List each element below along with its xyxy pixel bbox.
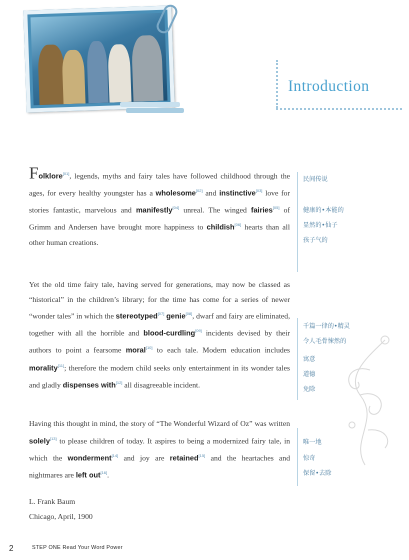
vocabulary-word: morality xyxy=(29,363,58,373)
gloss-item: 孩子气的 xyxy=(303,237,328,244)
paragraph-3 xyxy=(29,417,290,483)
text-run: , dwarf and fairy are eliminated, together with all the horrible and xyxy=(29,311,290,338)
vocabulary-word: fairies xyxy=(250,205,273,215)
text-run: love for stories fantastic, marvelous and xyxy=(29,188,290,215)
dotted-frame-horizontal xyxy=(276,108,402,110)
vocabulary-word: blood-curdling xyxy=(143,328,196,338)
text-run: all disagreeable incident. xyxy=(122,380,200,390)
paragraph-1 xyxy=(29,163,290,250)
vocabulary-word: olklore xyxy=(38,171,63,181)
gloss-item: 寓意 xyxy=(303,356,316,363)
gloss-item: 健康的•本能的 xyxy=(303,207,344,214)
gloss-item: 免除 xyxy=(303,386,316,393)
vocabulary-number: [15] xyxy=(198,452,206,458)
text-run: of Grimm and Andersen have brought more happiness to xyxy=(29,205,290,232)
vocabulary-number: [07] xyxy=(157,311,165,317)
text-run: unreal. The winged xyxy=(179,205,251,215)
gloss-item: 民间传说 xyxy=(303,176,328,183)
vocabulary-number: [06] xyxy=(234,222,242,228)
vocabulary-word: wholesome xyxy=(155,188,196,198)
vocabulary-number: [12] xyxy=(115,379,123,385)
text-run: and the heartaches and nightmares are xyxy=(29,453,291,480)
text-run: incidents devised by their authors to point a fearsome xyxy=(29,328,291,355)
vocabulary-number: [05] xyxy=(272,205,280,211)
vocabulary-word: childish xyxy=(206,222,235,232)
text-run: , legends, myths and fairy tales have followed childhood through the ages, for every healthy youngster has a xyxy=(29,171,290,198)
drop-cap: F xyxy=(29,163,39,183)
gloss-item: 唯一地 xyxy=(303,439,322,446)
footer-section-label: STEP ONE Read Your Word Power xyxy=(32,545,123,551)
text-run: to please children of today. It aspires to being a modernized fairy tale, in which the xyxy=(29,436,290,463)
gloss-item: 道德 xyxy=(303,371,316,378)
illustration-photo-frame xyxy=(23,5,174,112)
text-run: and joy are xyxy=(118,453,170,463)
vocabulary-word: solely xyxy=(29,436,50,446)
page-title: Introduction xyxy=(288,78,370,95)
page-header xyxy=(0,0,409,118)
author-name: L. Frank Baum xyxy=(29,497,76,506)
text-run: and xyxy=(202,188,220,198)
vocabulary-word: moral xyxy=(125,345,146,355)
text-run: . xyxy=(107,470,110,480)
vocabulary-number: [03] xyxy=(255,188,263,194)
vocabulary-word: manifestly xyxy=(135,205,173,215)
paragraph-2 xyxy=(29,278,290,393)
vocabulary-number: [09] xyxy=(195,328,202,334)
vocabulary-number: [16] xyxy=(100,469,108,475)
gloss-item: 千篇一律的•精灵 xyxy=(303,323,350,330)
illustration-photo xyxy=(31,13,168,106)
text-run: Yet the old time fairy tale, having served for generations, may now be classed as “historical” in the children’s library; for the time has come for a series of newer “wonder tales” in which the xyxy=(29,280,290,321)
vocabulary-number: [14] xyxy=(111,452,119,458)
vocabulary-word: retained xyxy=(169,453,199,463)
vocabulary-number: [11] xyxy=(57,362,65,368)
vocabulary-word: stereotyped xyxy=(115,311,158,321)
text-run: ; therefore the modern child seeks only entertainment in its wonder tales and gladly xyxy=(29,363,290,390)
page-number: 2 xyxy=(9,544,14,553)
vocabulary-number: [08] xyxy=(185,311,193,317)
vocabulary-word: genie xyxy=(166,311,186,321)
text-run: Having this thought in mind, the story of “The Wonderful Wizard of Oz” was written xyxy=(29,419,290,428)
gloss-item: 惊奇 xyxy=(303,455,316,462)
vocabulary-word: dispenses with xyxy=(62,380,116,390)
gloss-item: 显然的•仙子 xyxy=(303,222,338,229)
vocabulary-number: [13] xyxy=(49,435,57,441)
vocabulary-number: [10] xyxy=(145,345,153,351)
vocabulary-word: instinctive xyxy=(219,188,256,198)
vocabulary-number: [02] xyxy=(195,188,203,194)
text-run: hearts than all other human creations. xyxy=(29,222,290,247)
text-run: to each tale. Modern education includes xyxy=(152,345,291,355)
vocabulary-number: [01] xyxy=(62,171,70,176)
floral-flourish-icon xyxy=(330,330,400,470)
vocabulary-number: [04] xyxy=(172,205,180,211)
page-footer xyxy=(0,540,409,560)
vocabulary-word: left out xyxy=(75,470,101,480)
author-place-date: Chicago, April, 1900 xyxy=(29,512,93,521)
gloss-item: 令人毛骨悚然的 xyxy=(303,338,347,345)
gloss-item: 保留•去除 xyxy=(303,470,332,477)
vocabulary-word: wonderment xyxy=(67,453,112,463)
dotted-frame-vertical xyxy=(276,60,278,108)
gloss-divider xyxy=(297,172,298,272)
card-stack-decoration xyxy=(120,102,180,107)
